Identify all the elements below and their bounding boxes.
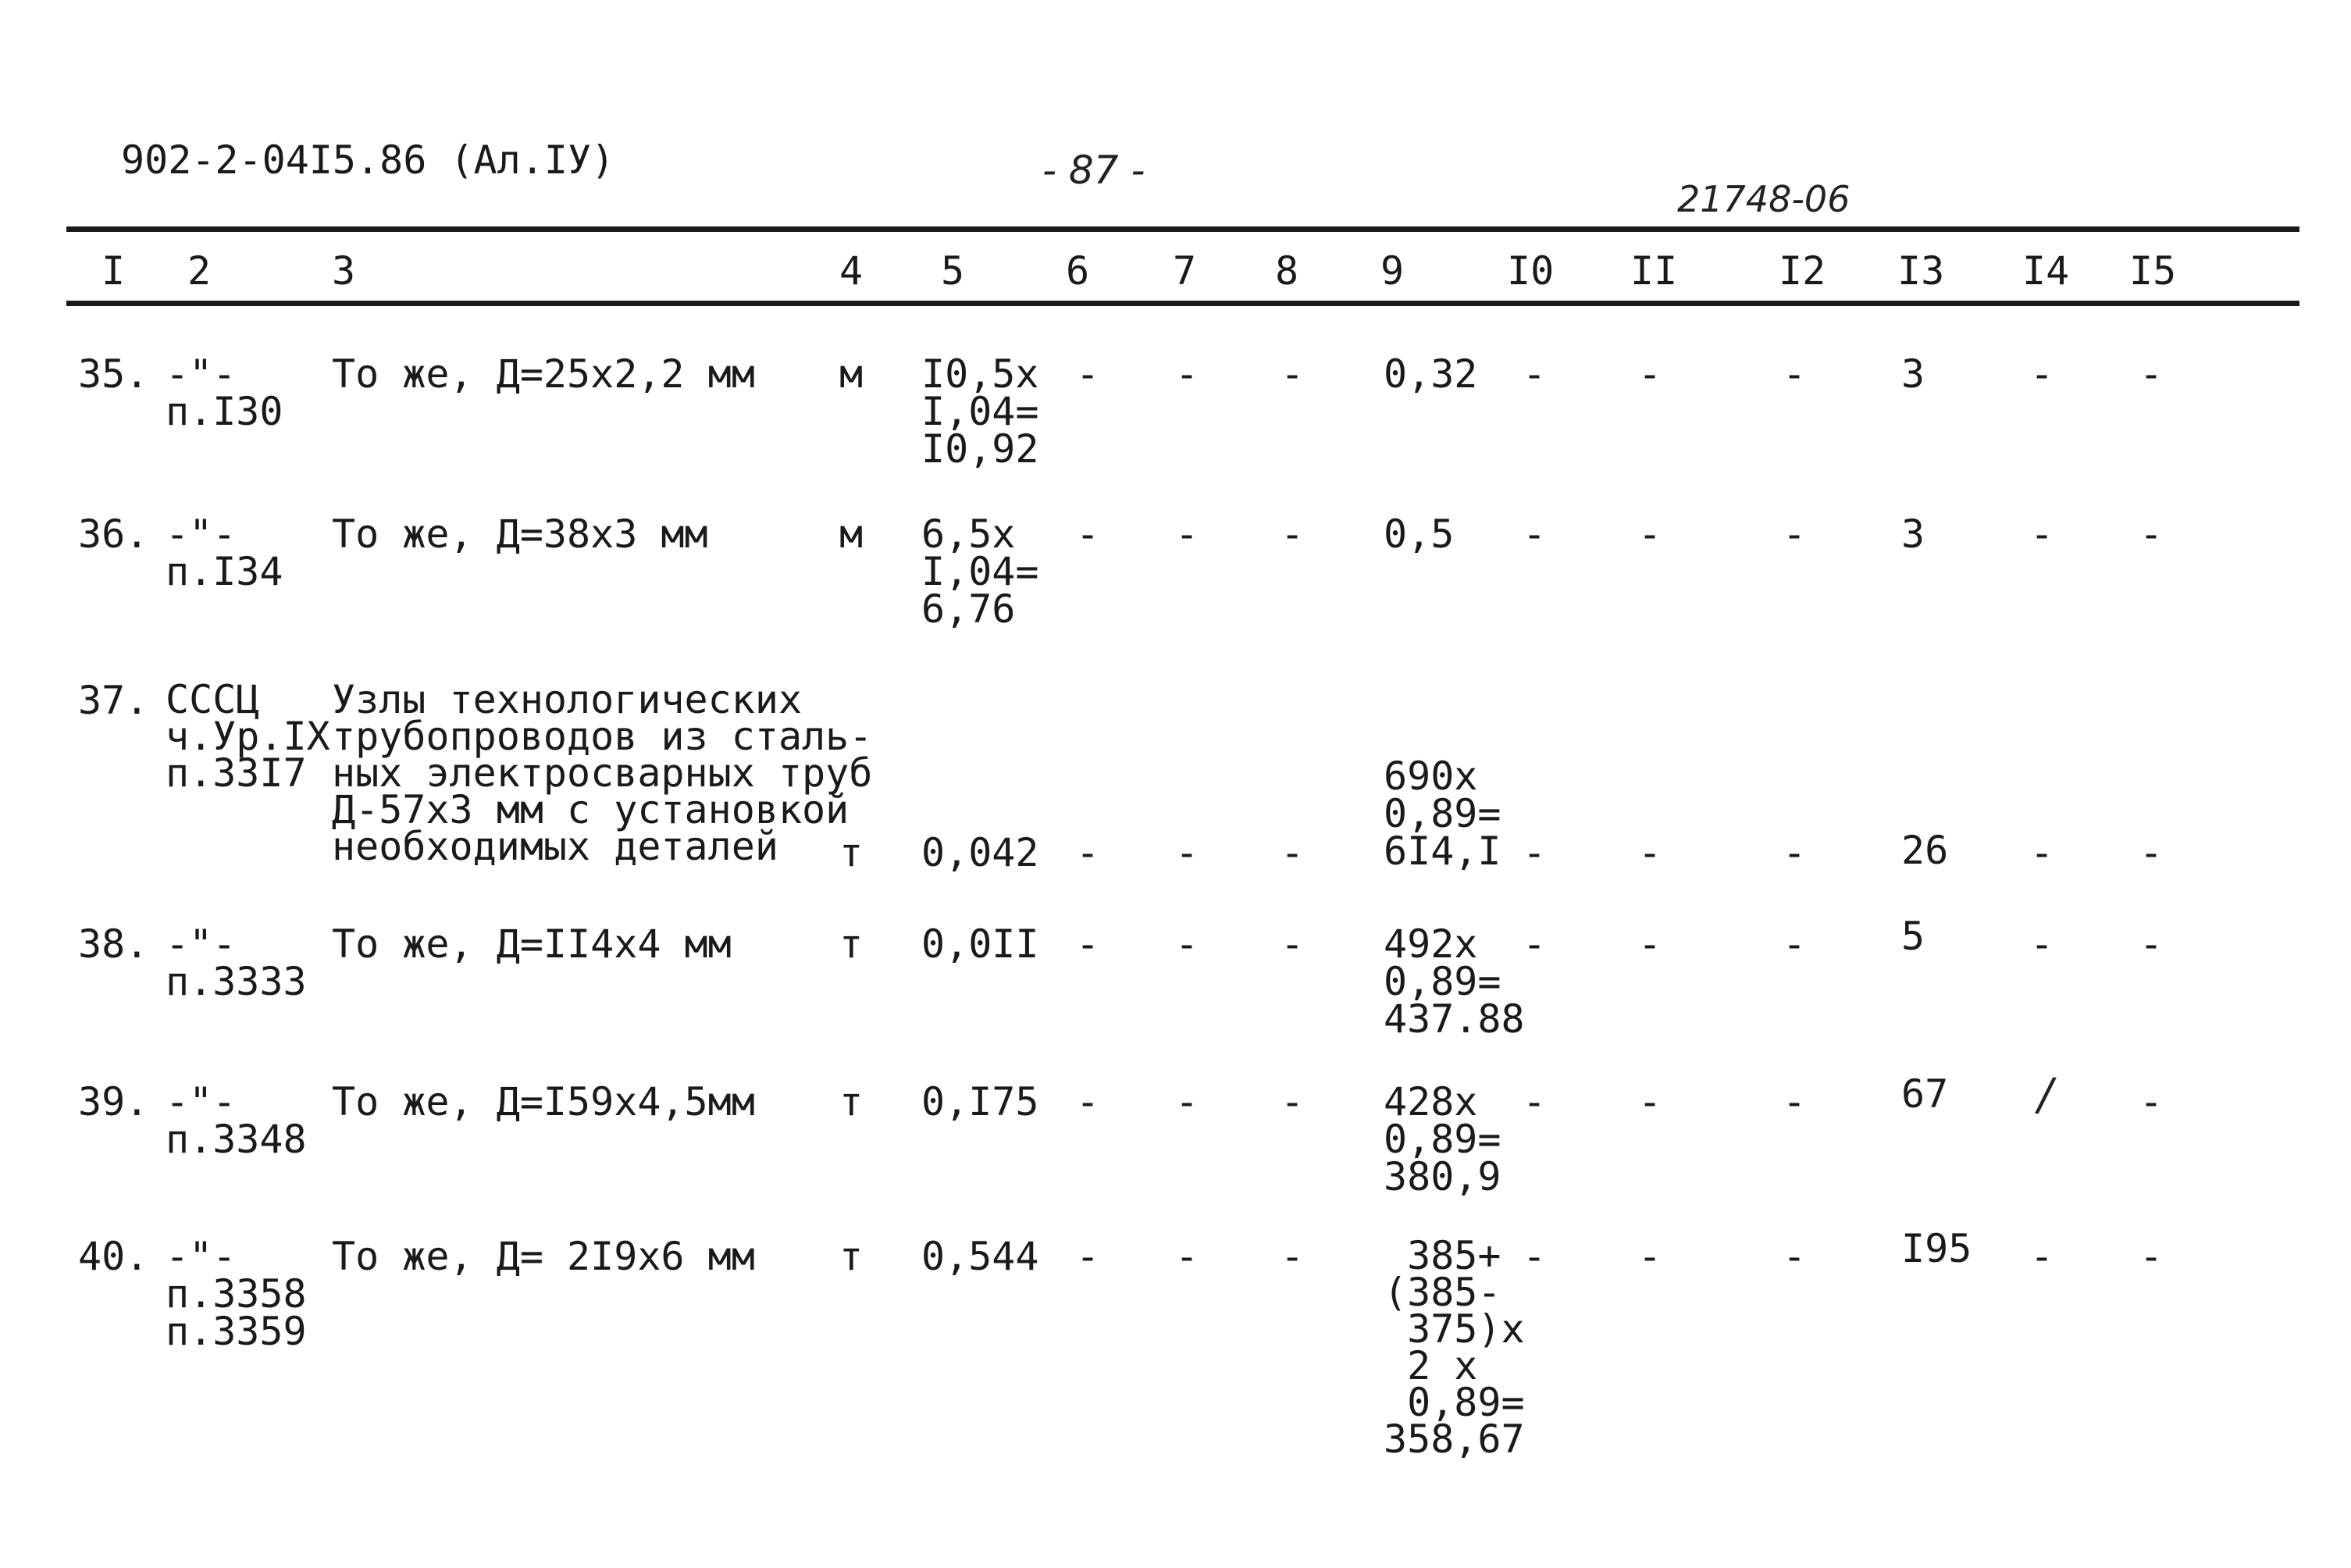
row-quantity: 6,5х I,04= 6,76 — [921, 511, 1039, 632]
row-col-6: - — [1076, 1234, 1100, 1279]
row-col-12: - — [1783, 1234, 1807, 1279]
row-col-10: - — [1523, 351, 1547, 397]
row-source: СССЦ ч.Ур.IX п.33I7 — [166, 677, 330, 796]
row-col-15: - — [2139, 1234, 2164, 1279]
col-header-2: 2 — [187, 248, 212, 294]
row-source: -"- п.I30 — [166, 351, 283, 434]
row-col-11: - — [1638, 921, 1662, 967]
row-col-8: - — [1281, 921, 1305, 967]
row-col-8: - — [1281, 1079, 1305, 1124]
col-header-5: 5 — [941, 248, 965, 294]
col-header-7: 7 — [1173, 248, 1197, 294]
row-number: 37. — [78, 678, 149, 723]
row-col-9: 0,5 — [1384, 511, 1455, 557]
row-description: То же, Д=I59х4,5мм — [332, 1079, 755, 1124]
row-description: То же, Д=25х2,2 мм — [332, 351, 755, 397]
row-col-7: - — [1175, 351, 1199, 397]
row-unit: т — [839, 1079, 864, 1124]
row-col-9: 385+ (385- 375)х 2 х 0,89= 358,67 — [1384, 1233, 1525, 1462]
row-col-10: - — [1523, 1079, 1547, 1124]
row-quantity: 0,0II — [921, 921, 1039, 967]
col-header-13: I3 — [1897, 248, 1945, 294]
row-col-15: - — [2139, 921, 2164, 967]
row-col-6: - — [1076, 1079, 1100, 1124]
row-col-14-handwritten-mark: / — [2038, 1070, 2053, 1121]
col-header-9: 9 — [1380, 248, 1405, 294]
row-col-14: - — [2030, 921, 2054, 967]
row-col-11: - — [1638, 511, 1662, 557]
row-col-12: - — [1783, 511, 1807, 557]
row-quantity: 0,544 — [921, 1234, 1039, 1279]
row-col-10: - — [1523, 830, 1547, 875]
col-header-4: 4 — [839, 248, 864, 294]
row-number: 39. — [78, 1079, 149, 1124]
row-description: То же, Д=38х3 мм — [332, 511, 708, 557]
row-col-15: - — [2139, 511, 2164, 557]
document-code: 902-2-04I5.86 (Ал.IУ) — [121, 137, 615, 183]
row-description: То же, Д= 2I9х6 мм — [332, 1234, 755, 1279]
row-col-11: - — [1638, 351, 1662, 397]
row-col-15: - — [2139, 351, 2164, 397]
row-col-7: - — [1175, 830, 1199, 875]
handwritten-stamp-number: 21748-06 — [1677, 178, 1851, 220]
row-quantity: I0,5х I,04= I0,92 — [921, 351, 1039, 472]
row-number: 36. — [78, 511, 149, 557]
row-col-12: - — [1783, 1079, 1807, 1124]
row-col-15: - — [2139, 830, 2164, 875]
row-col-13: 67 — [1901, 1071, 1949, 1117]
row-col-8: - — [1281, 351, 1305, 397]
page-number: - 87 - — [1042, 148, 1145, 193]
row-col-9: 428х 0,89= 380,9 — [1384, 1079, 1501, 1199]
row-col-8: - — [1281, 511, 1305, 557]
row-col-13: I95 — [1901, 1226, 1972, 1271]
row-source: -"- п.3348 — [166, 1079, 307, 1162]
row-col-10: - — [1523, 511, 1547, 557]
row-description: То же, Д=II4х4 мм — [332, 921, 732, 967]
col-header-6: 6 — [1066, 248, 1090, 294]
col-header-1: I — [102, 248, 126, 294]
row-quantity: 0,I75 — [921, 1079, 1039, 1124]
row-col-13: 3 — [1901, 351, 1925, 397]
col-header-14: I4 — [2022, 248, 2070, 294]
row-unit: т — [839, 921, 864, 967]
row-col-13: 5 — [1901, 914, 1925, 959]
row-col-13: 3 — [1901, 511, 1925, 557]
row-col-13: 26 — [1901, 828, 1949, 873]
row-unit: м — [839, 351, 864, 397]
row-col-14: - — [2030, 1234, 2054, 1279]
row-col-7: - — [1175, 511, 1199, 557]
row-col-9: 690х 0,89= 6I4,I — [1384, 754, 1501, 874]
row-col-14: - — [2030, 830, 2054, 875]
row-col-6: - — [1076, 921, 1100, 967]
row-col-6: - — [1076, 351, 1100, 397]
table-top-rule — [66, 226, 2299, 232]
row-number: 40. — [78, 1234, 149, 1279]
row-col-12: - — [1783, 351, 1807, 397]
row-col-7: - — [1175, 1079, 1199, 1124]
row-col-6: - — [1076, 511, 1100, 557]
col-header-11: II — [1630, 248, 1678, 294]
row-source: -"- п.3333 — [166, 921, 307, 1004]
row-col-11: - — [1638, 1234, 1662, 1279]
row-col-8: - — [1281, 1234, 1305, 1279]
row-quantity: 0,042 — [921, 830, 1039, 875]
row-col-9: 0,32 — [1384, 351, 1478, 397]
row-col-7: - — [1175, 1234, 1199, 1279]
row-col-11: - — [1638, 830, 1662, 875]
row-number: 35. — [78, 351, 149, 397]
row-number: 38. — [78, 921, 149, 967]
table-header-rule — [66, 301, 2299, 306]
col-header-10: I0 — [1507, 248, 1555, 294]
row-col-7: - — [1175, 921, 1199, 967]
row-unit: т — [839, 1234, 864, 1279]
col-header-15: I5 — [2129, 248, 2177, 294]
row-source: -"- п.I34 — [166, 511, 283, 594]
row-col-8: - — [1281, 830, 1305, 875]
col-header-3: 3 — [332, 248, 356, 294]
col-header-8: 8 — [1275, 248, 1299, 294]
row-col-12: - — [1783, 830, 1807, 875]
row-col-9: 492х 0,89= 437.88 — [1384, 921, 1525, 1042]
row-col-11: - — [1638, 1079, 1662, 1124]
row-col-10: - — [1523, 1234, 1547, 1279]
row-unit: м — [839, 511, 864, 557]
row-col-6: - — [1076, 830, 1100, 875]
row-col-10: - — [1523, 921, 1547, 967]
row-col-14: - — [2030, 351, 2054, 397]
row-description: Узлы технологических трубопроводов из сталь- ных электросварных труб Д-57х3 мм с установкой необходимых деталей — [332, 677, 873, 869]
row-unit: т — [839, 830, 864, 875]
row-col-15: - — [2139, 1079, 2164, 1124]
row-col-14: - — [2030, 511, 2054, 557]
row-col-12: - — [1783, 921, 1807, 967]
row-source: -"- п.3358 п.3359 — [166, 1234, 307, 1354]
col-header-12: I2 — [1779, 248, 1826, 294]
